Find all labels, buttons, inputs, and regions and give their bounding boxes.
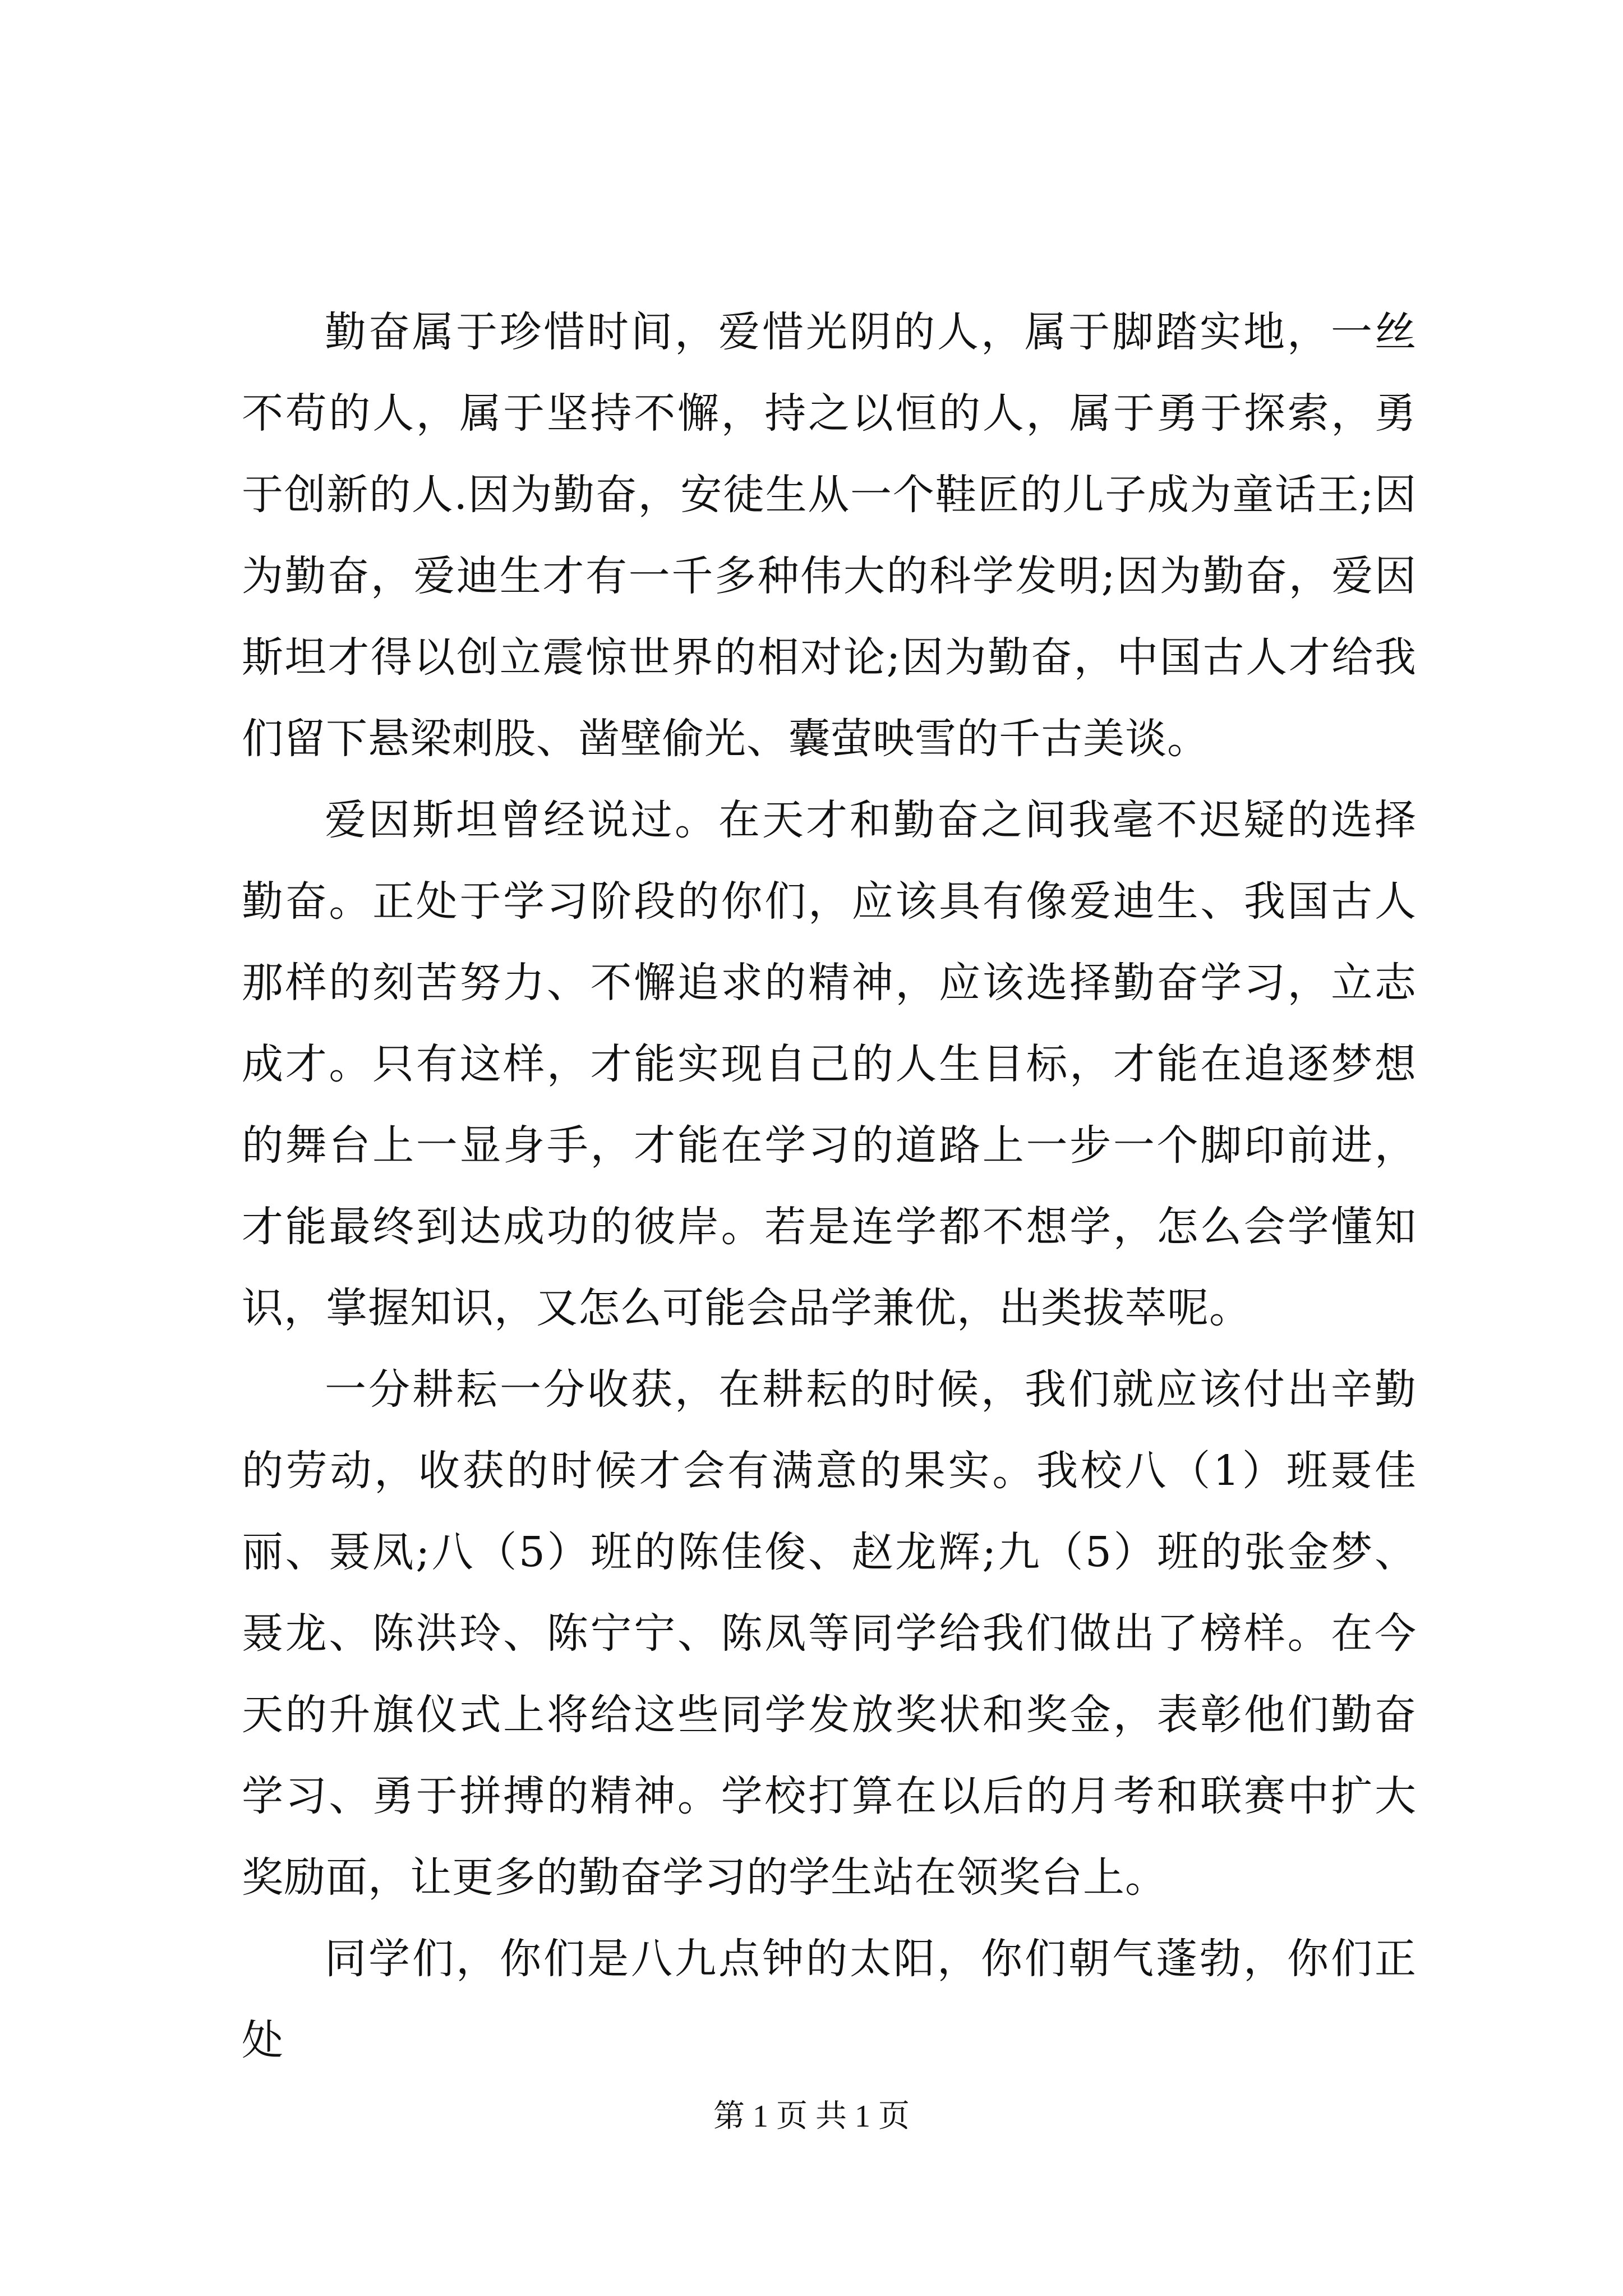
paragraph-einstein: 爱因斯坦曾经说过。在天才和勤奋之间我毫不迟疑的选择勤奋。正处于学习阶段的你们，应该具有像爱迪生、我国古人那样的刻苦努力、不懈追求的精神，应该选择勤奋学习，立志成才。只有这样，才能实现自己的人生目标，才能在追逐梦想的舞台上一显身手，才能在学习的道路上一步一个脚印前进，才能最终到达成功的彼岸。若是连学都不想学，怎么会学懂知识，掌握知识，又怎么可能会品学兼优，出类拔萃呢。 bbox=[242, 796, 1417, 1332]
paragraph-students: 同学们，你们是八九点钟的太阳，你们朝气蓬勃，你们正处 bbox=[242, 1935, 1417, 2064]
paragraph-harvest: 一分耕耘一分收获，在耕耘的时候，我们就应该付出辛勤的劳动，收获的时候才会有满意的果实。我校八（1）班聂佳丽、聂凤;八（5）班的陈佳俊、赵龙辉;九（5）班的张金梦、聂龙、陈洪玲、陈宁宁、陈凤等同学给我们做出了榜样。在今天的升旗仪式上将给这些同学发放奖状和奖金，表彰他们勤奋学习、勇于拼搏的精神。学校打算在以后的月考和联赛中扩大奖励面，让更多的勤奋学习的学生站在领奖台上。 bbox=[242, 1365, 1417, 1902]
paragraph-diligence: 勤奋属于珍惜时间，爱惜光阴的人，属于脚踏实地，一丝不苟的人，属于坚持不懈，持之以恒的人，属于勇于探索，勇于创新的人.因为勤奋，安徒生从一个鞋匠的儿子成为童话王;因为勤奋，爱迪生才有一千多种伟大的科学发明;因为勤奋，爱因斯坦才得以创立震惊世界的相对论;因为勤奋，中国古人才给我们留下悬梁刺股、凿壁偷光、囊萤映雪的千古美谈。 bbox=[242, 308, 1417, 763]
page-number-footer: 第 1 页 共 1 页 bbox=[713, 2099, 910, 2134]
document-body bbox=[242, 292, 1417, 2081]
